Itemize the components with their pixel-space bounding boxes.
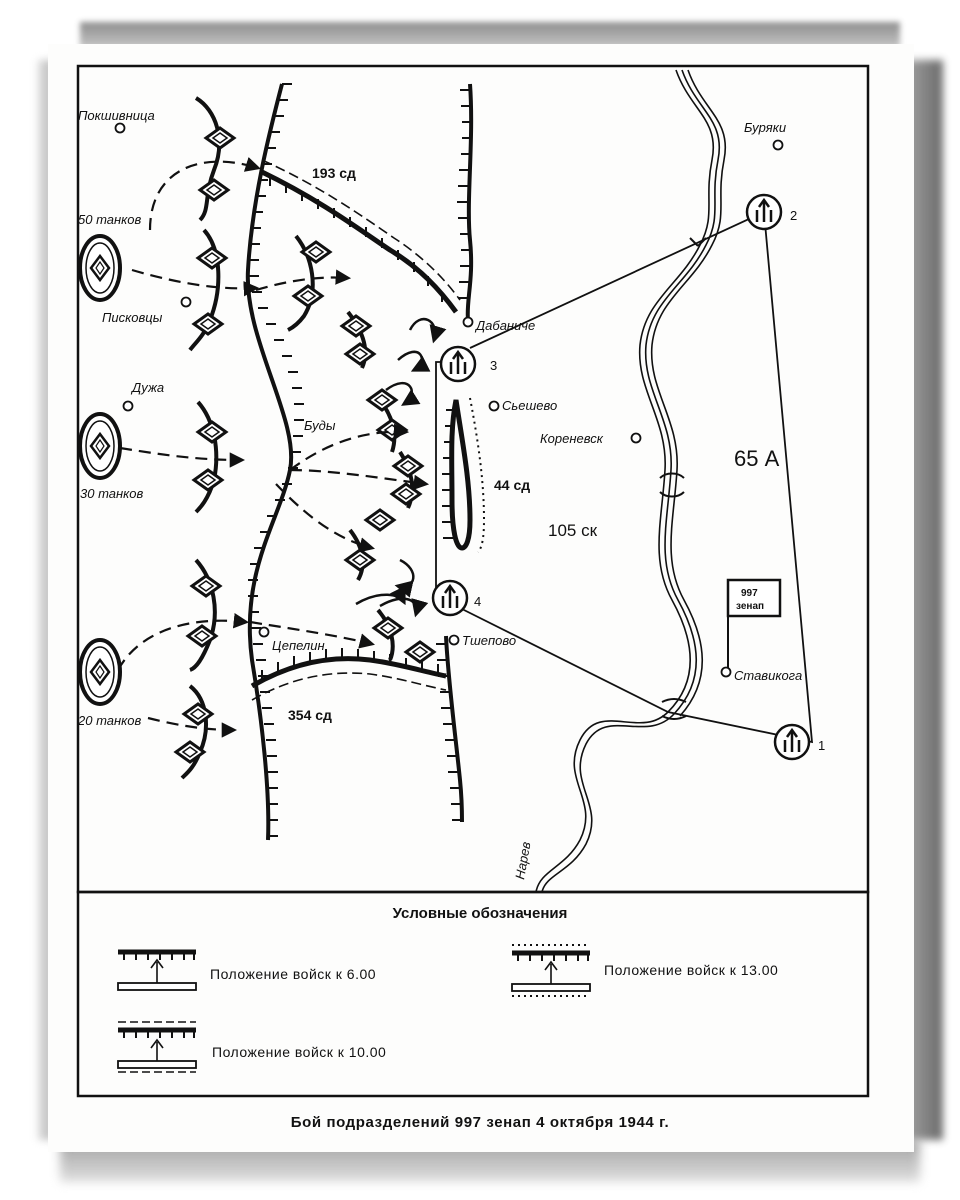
place-piskovtsy: Писковцы	[102, 310, 163, 325]
figure-caption: Бой подразделений 997 зенап 4 октября 1944 г.	[290, 1114, 670, 1131]
battery-number-3: 3	[490, 358, 498, 373]
unit-zenap-number: 997	[741, 588, 758, 599]
div193-line	[262, 160, 460, 312]
unit-div44: 44 сд	[494, 477, 531, 493]
front-line-west	[248, 84, 291, 840]
legend-title: Условные обозначения	[392, 905, 568, 922]
narev-river	[536, 70, 725, 892]
legend-item-600: Положение войск к 6.00	[210, 966, 377, 982]
legend-item-1000: Положение войск к 10.00	[212, 1044, 387, 1060]
unit-army65: 65 А	[734, 446, 780, 471]
battery-number-4: 4	[474, 594, 482, 609]
place-narev: Нарев	[512, 840, 534, 881]
place-tshepovo: Тшепово	[462, 633, 517, 648]
front-line-west-ticks	[248, 84, 304, 836]
army-area-outline	[436, 212, 812, 742]
unit-corps105: 105 ск	[548, 521, 598, 540]
div44-position	[452, 398, 484, 552]
battery-number-2: 2	[790, 208, 798, 223]
tank-camps	[80, 236, 120, 704]
unit-div354: 354 сд	[288, 707, 332, 723]
battery-number-1: 1	[818, 738, 826, 753]
place-tsepelin: Цепелин	[272, 638, 325, 653]
legend-item-1300: Положение войск к 13.00	[604, 962, 779, 978]
legend-symbol-1300	[512, 945, 590, 996]
place-stavikoga: Ставикога	[734, 668, 803, 683]
place-syesheve: Сьешево	[502, 398, 558, 413]
place-dabanitse: Дабаниче	[476, 318, 536, 333]
tank-group-20: 20 танков	[78, 713, 142, 728]
tank-group-50: 50 танков	[78, 212, 142, 227]
place-kornevsk: Кореневск	[540, 431, 603, 446]
place-burlyaki: Буряки	[744, 120, 787, 135]
place-duzha: Дужа	[132, 380, 165, 395]
legend-symbol-1000	[118, 1022, 196, 1072]
tank-group-30: 30 танков	[80, 486, 144, 501]
place-pokshivnitsa: Покшивница	[78, 108, 155, 123]
river-bridges	[660, 238, 706, 719]
div354-line	[252, 659, 446, 700]
unit-zenap-label: зенап	[736, 601, 765, 612]
place-budy: Буды	[304, 418, 336, 433]
legend-symbol-600	[118, 952, 196, 990]
unit-div193: 193 сд	[312, 165, 356, 181]
